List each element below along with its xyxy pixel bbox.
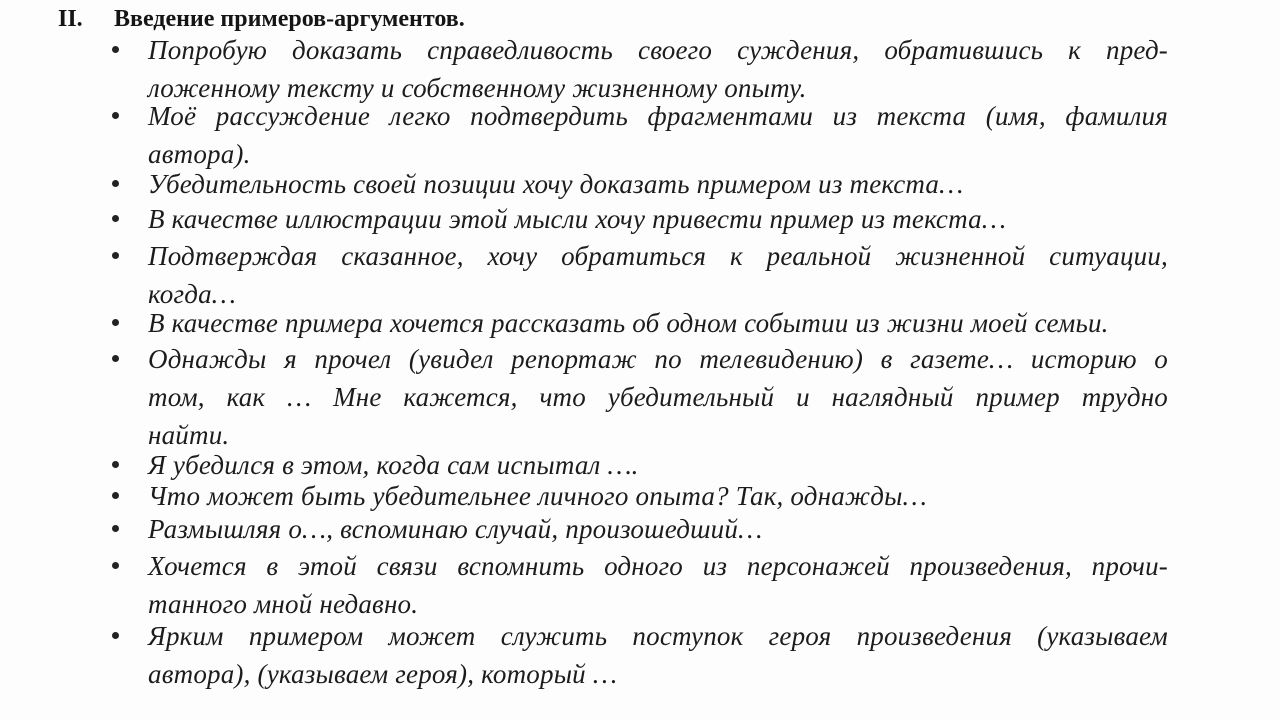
item-line: Однажды я прочел (увидел репортаж по телевидению) в газете… историю о (148, 344, 1168, 374)
item-line: Хочется в этой связи вспомнить одного из персонажей произведения, прочи- (148, 551, 1168, 581)
bullet-icon (112, 632, 119, 639)
list-item (148, 237, 1168, 313)
item-line: Ярким примером может служить поступок героя произведения (указываем (148, 621, 1168, 651)
list-item (148, 31, 1168, 107)
item-line: ложенному тексту и собственному жизненному опыту. (148, 73, 807, 103)
bullet-icon (112, 562, 119, 569)
list-item (148, 165, 1168, 203)
item-line: том, как … Мне кажется, что убедительный и наглядный пример трудно (148, 382, 1168, 412)
bullet-icon (112, 461, 119, 468)
bullet-icon (112, 180, 119, 187)
item-line: когда… (148, 279, 237, 309)
item-line: Попробую доказать справедливость своего суждения, обратившись к пред- (148, 35, 1168, 65)
bullet-icon (112, 525, 119, 532)
item-line: Моё рассуждение легко подтвердить фрагментами из текста (имя, фамилия (148, 101, 1168, 131)
list-item (148, 200, 1168, 238)
bullet-icon (112, 319, 119, 326)
item-line: Я убедился в этом, когда сам испытал …. (148, 450, 639, 480)
list-item (148, 547, 1168, 623)
section-number: II. (58, 6, 83, 32)
section-title: Введение примеров-аргументов. (114, 6, 465, 32)
item-line: автора). (148, 139, 251, 169)
item-line: В качестве иллюстрации этой мысли хочу привести пример из текста… (148, 204, 1007, 234)
list-item (148, 97, 1168, 173)
item-line: Убедительность своей позиции хочу доказать примером из текста… (148, 169, 964, 199)
bullet-icon (112, 492, 119, 499)
bullet-icon (112, 46, 119, 53)
bullet-icon (112, 252, 119, 259)
item-line: Подтверждая сказанное, хочу обратиться к реальной жизненной ситуации, (148, 241, 1168, 271)
item-line: В качестве примера хочется рассказать об одном событии из жизни моей семьи. (148, 308, 1109, 338)
bullet-icon (112, 215, 119, 222)
bullet-icon (112, 355, 119, 362)
list-item (148, 304, 1168, 342)
list-item (148, 617, 1168, 693)
list-item (148, 340, 1168, 454)
item-line: Что может быть убедительнее личного опыта? Так, однажды… (148, 481, 927, 511)
item-line: Размышляя о…, вспоминаю случай, произошедший… (148, 514, 763, 544)
item-line: найти. (148, 420, 230, 450)
list-item (148, 510, 1168, 548)
bullet-icon (112, 112, 119, 119)
item-line: автора), (указываем героя), который … (148, 659, 618, 689)
item-line: танного мной недавно. (148, 589, 419, 619)
